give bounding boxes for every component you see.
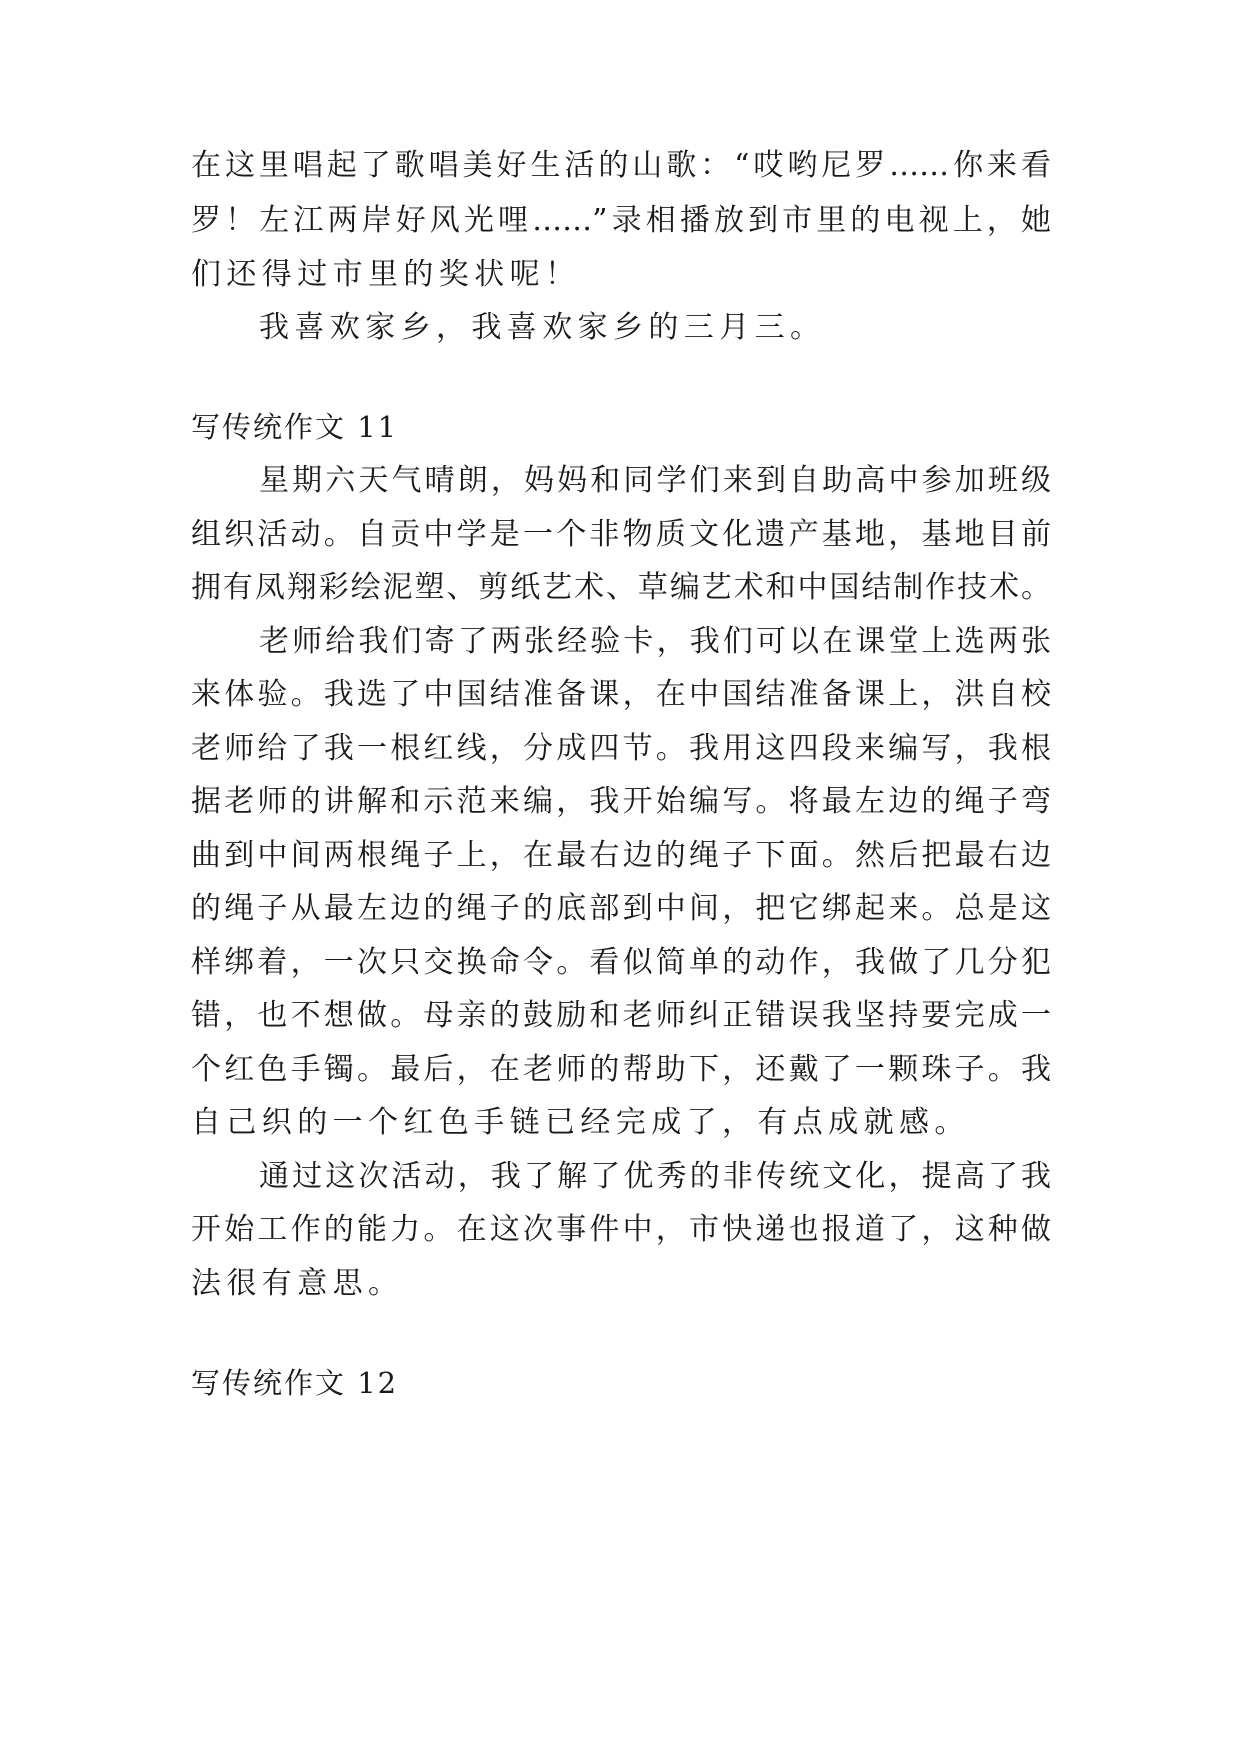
paragraph-line: 我喜欢家乡，我喜欢家乡的三月三。 — [259, 310, 826, 345]
section-heading: 写传统作文 11 — [191, 410, 399, 444]
paragraph-line: 罗！左江两岸好风光哩……”录相播放到市里的电视上，她 — [191, 203, 1051, 238]
paragraph-line: 老师给我们寄了两张经验卡，我们可以在课堂上选两张 — [259, 624, 1051, 659]
paragraph-line: 自己织的一个红色手链已经完成了，有点成就感。 — [191, 1105, 970, 1140]
paragraph-line: 拥有凤翔彩绘泥塑、剪纸艺术、草编艺术和中国结制作技术。 — [191, 570, 1051, 605]
paragraph-line: 的绳子从最左边的绳子的底部到中间，把它绑起来。总是这 — [191, 891, 1051, 926]
paragraph-line: 开始工作的能力。在这次事件中，市快递也报道了，这种做 — [191, 1212, 1051, 1247]
paragraph-line: 们还得过市里的奖状呢！ — [191, 257, 581, 292]
paragraph-line: 错，也不想做。母亲的鼓励和老师纠正错误我坚持要完成一 — [191, 998, 1051, 1033]
paragraph-line: 个红色手镯。最后，在老师的帮助下，还戴了一颗珠子。我 — [191, 1052, 1051, 1087]
paragraph-line: 组织活动。自贡中学是一个非物质文化遗产基地，基地目前 — [191, 517, 1051, 552]
paragraph-line: 星期六天气晴朗，妈妈和同学们来到自助高中参加班级 — [259, 463, 1051, 498]
paragraph-line: 老师给了我一根红线，分成四节。我用这四段来编写，我根 — [191, 731, 1051, 766]
paragraph-line: 据老师的讲解和示范来编，我开始编写。将最左边的绳子弯 — [191, 784, 1051, 819]
paragraph-line: 在这里唱起了歌唱美好生活的山歌：“哎哟尼罗……你来看 — [191, 148, 1051, 183]
paragraph-line: 法很有意思。 — [191, 1266, 404, 1301]
paragraph-line: 通过这次活动，我了解了优秀的非传统文化，提高了我 — [259, 1159, 1051, 1194]
section-heading: 写传统作文 12 — [191, 1366, 399, 1400]
paragraph-line: 来体验。我选了中国结准备课，在中国结准备课上，洪自校 — [191, 677, 1051, 712]
paragraph-line: 样绑着，一次只交换命令。看似简单的动作，我做了几分犯 — [191, 945, 1051, 980]
paragraph-line: 曲到中间两根绳子上，在最右边的绳子下面。然后把最右边 — [191, 838, 1051, 873]
